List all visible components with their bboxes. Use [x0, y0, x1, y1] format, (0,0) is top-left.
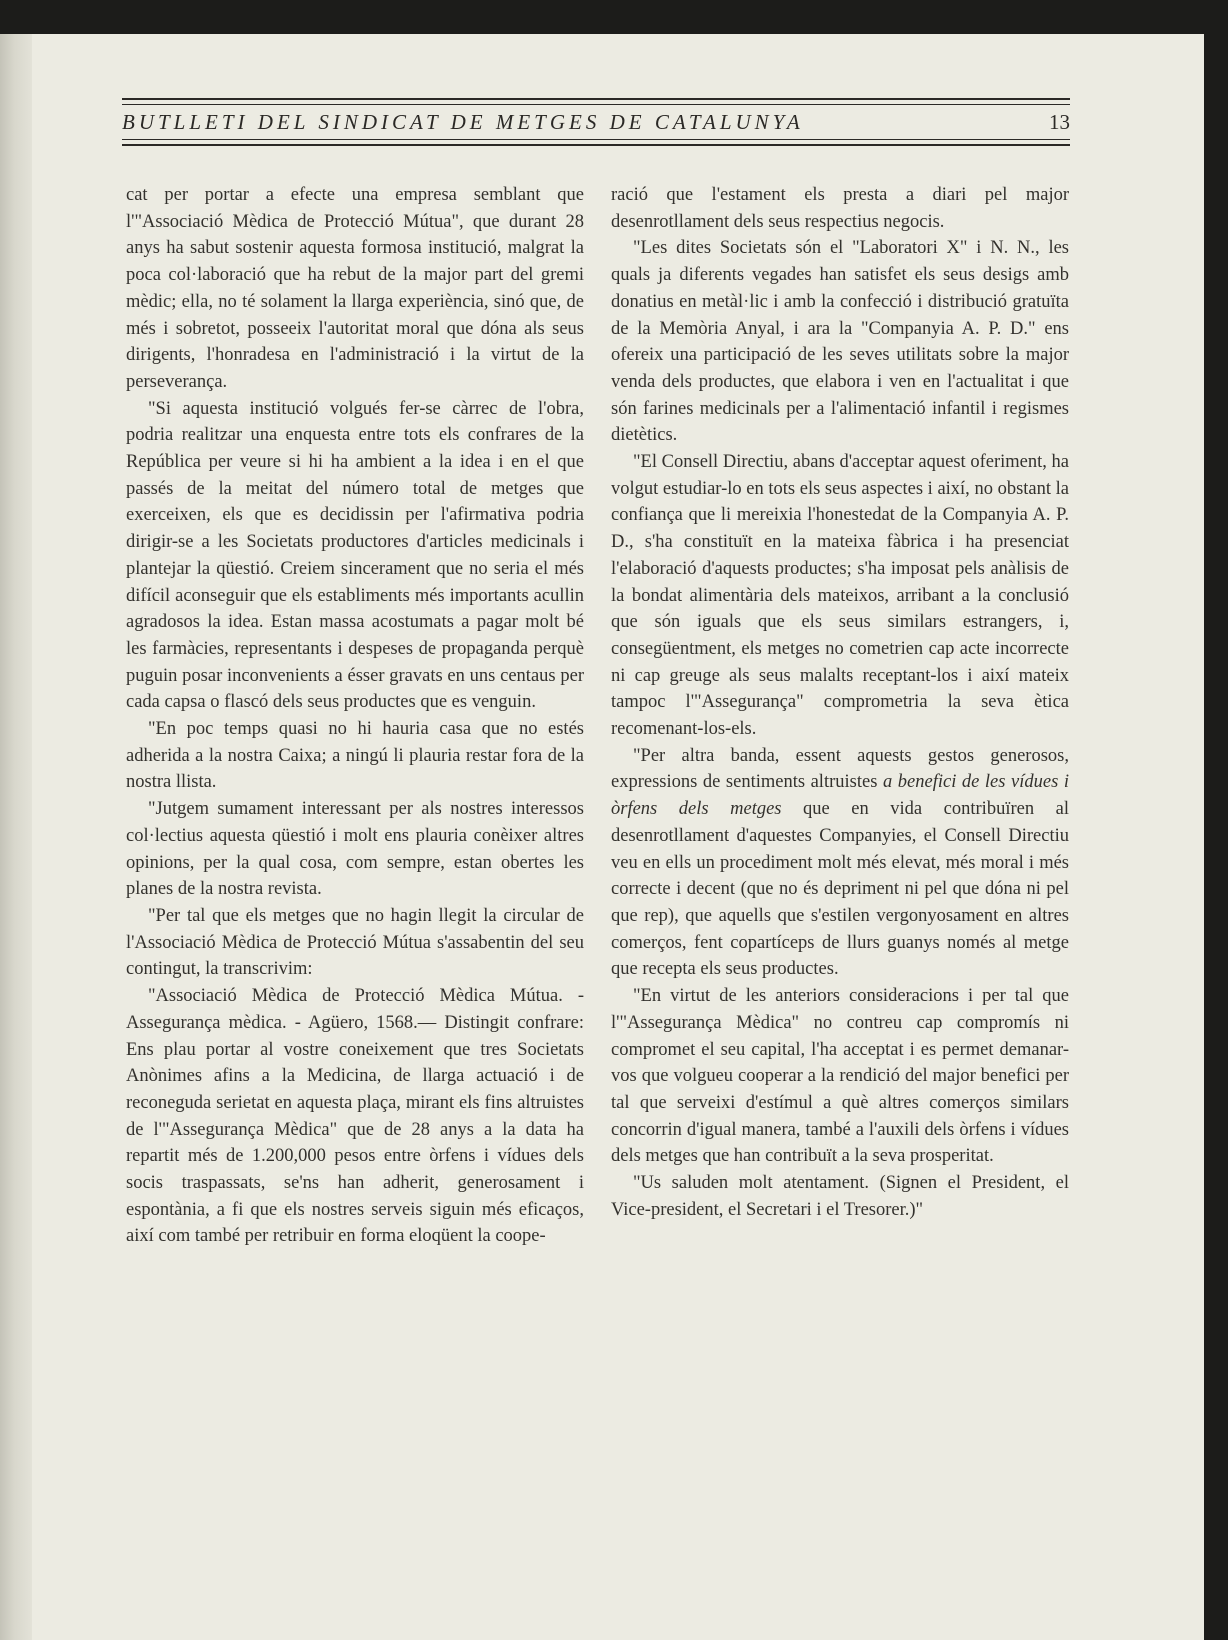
- running-header: [122, 98, 1070, 154]
- paragraph: "Si aquesta institució volgués fer-se càrrec de l'obra, podria realitzar una enquesta entre tots els confrares de la República per veure si hi ha ambient a la idea i en el que passés de la meitat del número total de metges que exerceixen, els que es decidissin per l'afirmativa podria dirigir-se a les Societats productores d'articles medicinals i plantejar la qüestió. Creiem sincerament que no seria el més difícil aconseguir que els establiments més importants acullin agradosos la idea. Estan massa acostumats a pagar molt bé les farmàcies, representants i despeses de propaganda perquè puguin posar inconvenients a ésser gravats en uns centaus per cada capsa o flascó dels seus productes que es venguin.: [126, 398, 584, 713]
- book-binding: [0, 34, 32, 1640]
- paragraph: cat per portar a efecte una empresa semblant que l'"Associació Mèdica de Protecció Mútua", que durant 28 anys ha sabut sostenir aquesta formosa institució, malgrat la poca col·laboració que ha rebut de la major part del gremi mèdic; ella, no té solament la llarga experiència, sinó que, de més i sobretot, posseeix l'autoritat moral que dóna als seus dirigents, l'honradesa en l'administració i la virtut de la perseverança.: [126, 185, 584, 392]
- paragraph: "Jutgem sumament interessant per als nostres interessos col·lectius aquesta qüestió i molt ens plauria conèixer altres opinions, per la qual cosa, com sempre, estan obertes les planes de la nostra revista.: [126, 799, 584, 900]
- header-rule: [122, 104, 1070, 105]
- page-number: 13: [1049, 109, 1070, 134]
- quoted-circular: "Associació Mèdica de Protecció Mèdica Mútua. - Assegurança mèdica. - Agüero, 1568.— Distingit confrare: Ens plau portar al vostre coneixement que tres Societats Anònimes afins a la Medicina, de llarga actuació i de reconeguda serietat en aquesta plaça, mirant els fins altruistes de l'"Assegurança Mèdica" que de 28 anys a la data ha repartit més de 1.200,000 pesos entre òrfens i vídues dels socis traspassats, se'ns han adherit, generosament i espontània, a fi que els nostres serveis siguin més eficaços, així com també per retribuir en forma eloqüent la coope-: [126, 986, 584, 1247]
- signature-paragraph: "Us saluden molt atentament. (Signen el President, el Vice-president, el Secretari i el Tresorer.)": [611, 1173, 1069, 1220]
- paragraph-text: "Per altra banda, essent aquests gestos generosos, expressions de sentiments altruistes: [611, 745, 1069, 793]
- masthead: [122, 107, 1070, 137]
- paragraph: "Per tal que els metges que no hagin llegit la circular de l'Associació Mèdica de Protecció Mútua s'assabentin del seu contingut, la transcrivim:: [126, 905, 584, 980]
- paragraph-text: que en vida contribuïren al desenrotllament d'aquestes Companyies, el Consell Directiu veu en ells un procediment molt més elevat, més moral i més correcte i decent (que no és depriment ni pel que dóna ni pel que rep), que aquells que s'estilen vergonyosament en altres comerços, fent copartíceps de llurs guanys només al metge que recepta els seus productes.: [611, 799, 1069, 980]
- italic-phrase: a benefici de les vídues i òrfens dels metges: [611, 772, 1069, 820]
- paragraph: [611, 743, 1069, 983]
- paragraph: "En poc temps quasi no hi hauria casa que no estés adherida a la nostra Caixa; a ningú li plauria restar fora de la nostra llista.: [126, 719, 584, 793]
- paragraph: "En virtut de les anteriors consideracions i per tal que l'"Assegurança Mèdica" no contreu cap compromís ni compromet el seu capital, l'ha acceptat i es permet demanar-vos que volgueu cooperar a la rendició del major benefici per tal que serveixi d'estímul a què altres comerços similars concorrin d'igual manera, també a l'auxili dels òrfens i vídues dels metges que han contribuït a la seva prosperitat.: [611, 986, 1069, 1167]
- header-rule: [122, 98, 1070, 100]
- paragraph: "Les dites Societats són el "Laboratori X" i N. N., les quals ja diferents vegades han satisfet els seus desigs amb donatius en metàl·lic i amb la confecció i distribució gratuïta de la Memòria Anyal, i ara la "Companyia A. P. D." ens ofereix una participació de les seves utilitats sobre la major venda dels productes, que elabora i ven en l'actualitat i que són farines medicinals per a l'alimentació infantil i regismes dietètics.: [611, 238, 1069, 446]
- header-rule: [122, 139, 1070, 140]
- paragraph: "El Consell Directiu, abans d'acceptar aquest oferiment, ha volgut estudiar-lo en tots els seus aspectes i així, no obstant la confiança que li mereixia l'honestedat de la Companyia A. P. D., s'ha constituït en la mateixa fàbrica i ha presenciat l'elaboració d'aquests productes; s'ha imposat pels anàlisis de la bondat alimentària dels mateixos, arribant a la conclusió que són iguals que els seus similars estrangers, i, consegüentment, els metges no cometrien cap acte incorrecte ni cap greuge als seus malalts receptant-los i així mateix tampoc l'"Assegurança" comprometria la seva ètica recomenant-los-els.: [611, 452, 1069, 740]
- left-column: [126, 182, 584, 1250]
- journal-title: BUTLLETI DEL SINDICAT DE METGES DE CATALUNYA: [122, 109, 804, 134]
- header-rule: [122, 144, 1070, 146]
- paragraph: ració que l'estament els presta a diari pel major desenrotllament dels seus respectius negocis.: [611, 185, 1069, 232]
- right-column: [611, 182, 1069, 1223]
